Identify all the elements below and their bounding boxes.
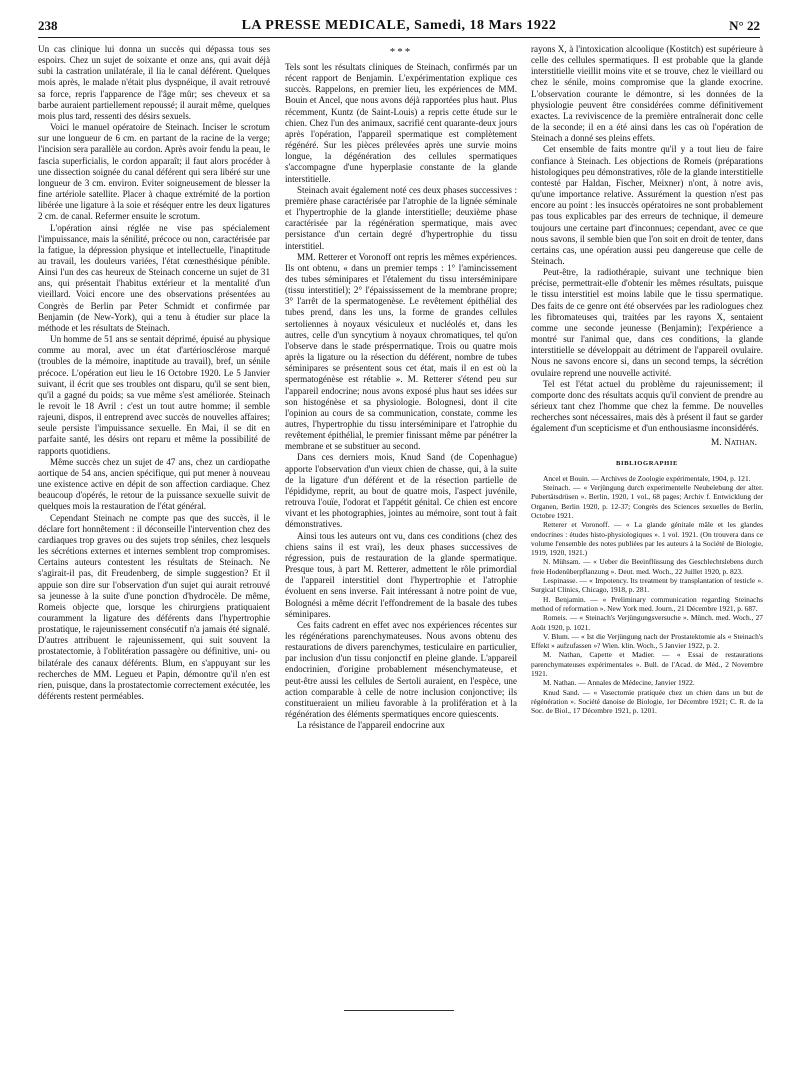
paragraph: Ces faits cadrent en effet avec nos expériences récentes sur les régénérations parenchymateuses. Nous avons obtenu des restaurations de divers parenchymes, testiculaire en particulier, par inclusion d'un tissu conjonctif en pleine glande. L'appareil endocrinien, d'origine probablement mésenchymateuse, et peut-être aussi les cellules de Sertoli auraient, en l'espèce, une action comparable à celle de notre inclusion conjonctive; ils constitueraient un milieu favorable à la prolifération et à la régénération des éléments spermatiques encore quiescents.: [285, 619, 517, 720]
bibliography-entry: Retterer et Voronoff. — « La glande génitale mâle et les glandes endocrines : études histo-physiologiques ». 1 vol. 1921. (On trouvera dans ce volume l'ensemble des notes publiées par les auteurs à la Société de Biologie, 1919, 1920, 1921.): [531, 520, 763, 558]
paragraph: Un cas clinique lui donna un succès qui dépassa tous ses espoirs. Chez un sujet de soixante et onze ans, qui avait déjà subi la castration unilatérale, il lia le canal déférent. Quelques mois après, le malade n'était plus dyspnéique, il avait retrouvé sa force, repris l'apparence de l'âge mûr; ses cheveux et sa barbe auraient partiellement repoussé; il aurait même, quelques mois plus tard, ressenti des désirs sexuels.: [38, 44, 270, 121]
column-3-body: [531, 44, 763, 434]
bibliography-entry: Romeis. — « Steinach's Verjüngungsversuche ». Münch. med. Woch., 27 Août 1920, p. 1021.: [531, 613, 763, 632]
paragraph: Voici le manuel opératoire de Steinach. Inciser le scrotum sur une longueur de 6 cm. en partant de la racine de la verge; l'incision sera parallèle au cordon. Après avoir fendu la peau, le fascia superficialis, le cordon apparaît; il faut alors procéder à une dissection soignée du canal déférent qui sera libéré sur une longueur de 3 cm. environ. Eviter soigneusement de blesser la fine artériole satellite. Placer à chaque extrémité de la portion libérée une ligature à la soie et réséquer entre les deux ligatures 2 cm. de canal. Refermer ensuite le scrotum.: [38, 122, 270, 222]
journal-title: LA PRESSE MEDICALE, Samedi, 18 Mars 1922: [241, 18, 557, 33]
issue-number: N° 22: [729, 18, 760, 33]
bibliography-entry: M. Nathan. — Annales de Médecine, Janvier 1922.: [543, 678, 695, 688]
column-3: [531, 44, 763, 716]
page-header: [38, 18, 760, 38]
bibliography-entry: Knud Sand. — « Vasectomie pratiquée chez un chien dans un but de régénération ». Société danoise de Biologie, 1er Décembre 1921; C. R. de la Soc. de Biol., 17 Décembre 1921, p. 1201.: [531, 687, 763, 716]
bibliography-heading: BIBLIOGRAPHIE: [615, 459, 679, 467]
bibliography-entry: V. Blum. — « Ist die Verjüngung nach der Prostatektomie als « Steinach's Effekt » aufzufassen »? Wien. klin. Woch., 5 Janvier 1922, p. 2.: [531, 631, 763, 651]
page-number: 238: [38, 18, 58, 33]
bibliography-list: [531, 474, 763, 716]
paragraph: Cependant Steinach ne compte pas que des succès, il le déclare fort honnêtement : il déconseille l'intervention chez des cardiaques trop graves ou des sujets trop séniles, chez lesquels les sécrétions externes et internes semblent trop compromises. Certains auteurs contestent les résultats de Steinach. Ne s'agirait-il pas, dit Freudenberg, de simple suggestion? Et il appuie son dire sur l'observation d'un sujet qui aurait retrouvé sa jeunesse à la suite d'une ponction d'hydrocèle. De même, Romeis objecte que, lorsque les chirurgiens pratiquaient couramment la ligature des déférents dans l'hypertrophie prostatique, le rajeunissement consécutif n'a jamais été signalé. D'autres attribuent le rajeunissement, qui suit souvent la prostatectomie, à l'oblitération passagère ou définitive, uni- ou bilatérale des canaux déférents. Blum, en s'appuyant sur les recherches de MM. Legueu et Papin, démontre qu'il n'en est rien, puisque, dans la prostatectomie correctement exécutée, les déférents restent perméables.: [38, 512, 270, 702]
paragraph: Cet ensemble de faits montre qu'il y a tout lieu de faire confiance à Steinach. Les objections de Romeis (préparations histologiques peu démonstratives, rôle de la glande interstitielle contesté par Haldan, Fischer, Meixner) n'ont, à notre avis, qu'une importance relative. Assurément la question n'est pas encore au point : les insuccès opératoires ne sont probablement pas tous explicables par des erreurs de technique, il demeure toujours une certaine part d'inconnues; cependant, avec ce que nous savons, il semble bien que l'on soit en droit de tenter, dans certains cas, une opération aussi peu dangereuse que celle de Steinach.: [531, 144, 763, 266]
bibliography-entry: N. Mühsam. — « Ueber die Beeinflüssung des Geschlechtslebens durch freie Hodenüberpflanzung ». Deut. med. Woch., 22 Juillet 1920, p. 823.: [531, 557, 763, 576]
header-rule: [38, 37, 760, 38]
bibliography-entry: Steinach. — « Verjüngung durch experimentelle Neubelebung der alter. Pubertätsdrüsen ». Berlin, 1920, 1 vol., 68 pages; Archiv f. Entwicklung der Organen, Berlin 1920, p. 12-37; Congrès des Sciences sexuelles de Berlin, Octobre 1921.: [531, 483, 763, 520]
end-rule: [344, 1010, 454, 1011]
paragraph: La résistance de l'appareil endocrine aux: [297, 720, 445, 731]
paragraph: Tel est l'état actuel du problème du rajeunissement; il comporte donc des résultats acquis qu'il convient de prendre au sérieux tant chez l'homme que chez la femme. De nouvelles recherches sont nécessaires, mais dès à présent il faut se garder également d'un scepticisme et d'un enthousiasme inconsidérés.: [531, 378, 763, 434]
column-2-body: [285, 62, 517, 731]
paragraph: L'opération ainsi réglée ne vise pas spécialement l'impuissance, mais la sénilité, précoce ou non, caractérisée par la fatigue, la dépression physique et intellectuelle, l'inaptitude au travail, les douleurs variées, l'état cœnesthésique pénible. Ainsi l'un des cas heureux de Steinach concerne un sujet de 31 ans, qui présentait l'habitus extérieur et la mentalité d'un vieillard. Voici encore une des observations présentées au Congrès de Berlin par Peter Schmidt et confirmée par Benjamin (de New-York), qui a tenu à étudier sur place la méthode et les résultats de Steinach.: [38, 222, 270, 333]
section-separator: ***: [389, 46, 413, 58]
bibliography-entry: H. Benjamin. — « Preliminary communication regarding Steinachs method of reformation ». New York med. Journ., 21 Décembre 1921, p. 687.: [531, 594, 763, 613]
paragraph: Même succès chez un sujet de 47 ans, chez un cardiopathe aortique de 54 ans, ancien spécifique, qui put mener à nouveau une existence active en dépit de son affection cardiaque. Chez beaucoup d'opérés, le retour de la puissance sexuelle suivit de quelques mois la restauration de l'état général.: [38, 456, 270, 512]
bibliography-entry: Ancel et Bouin. — Archives de Zoologie expérimentale, 1904, p. 121.: [543, 473, 751, 483]
paragraph: Dans ces derniers mois, Knud Sand (de Copenhague) apporte l'observation d'un vieux chien de chasse, qui, à la suite de la ligature d'un déférent et de la résection partielle de l'épididyme, reprit, au bout de quatre mois, l'aspect juvénile, retrouva l'ouïe, l'odorat et l'appétit génital. Ce chien est encore vivant et les photographies, jointes au mémoire, sont tout à fait démonstratives.: [285, 452, 517, 530]
author-signature: M. Nathan.: [710, 438, 757, 449]
paragraph: Ainsi tous les auteurs ont vu, dans ces conditions (chez des chiens sains il est vrai), les deux phases successives de régression, puis de restauration de la glande spermatique. Presque tous, à part M. Retterer, admettent le rôle primordial de l'appareil interstitiel dont l'hypertrophie et l'atrophie évoluent en sens inverse. Fait intéressant à notre point de vue, Bolognési a même décrit l'effondrement de la basale des tubes séminipares.: [285, 530, 517, 619]
paragraph: Steinach avait également noté ces deux phases successives : première phase caractérisée par l'atrophie de la lignée séminale et l'hypertrophie de la glande interstitielle; deuxième phase caractérisée par la régénération spermatique, mais avec persistance d'un certain degré d'hypertrophie du tissu interstitiel.: [285, 184, 517, 251]
paragraph: Tels sont les résultats cliniques de Steinach, confirmés par un récent rapport de Benjamin. L'expérimentation explique ces succès. Rappelons, en premier lieu, les expériences de MM. Bouin et Ancel, que nous avons déjà rapportées plus haut. Plus récemment, Kuntz (de Saint-Louis) a repris cette étude sur le chien. Chez l'un des animaux, sacrifié cent quarante-deux jours après l'opération, l'appareil spermatique est complètement régénéré. Sur les pièces prélevées après une survie moins longue, la dégénération des cellules spermatiques s'accompagne d'une hyperplasie constante de la glande interstitielle.: [285, 62, 517, 184]
column-1: [38, 44, 270, 702]
paragraph: Un homme de 51 ans se sentait déprimé, épuisé au physique comme au moral, avec un état d'artériosclérose marqué (troubles de la mémoire, inaptitude au travail), bref, un sénile précoce. L'opération eut lieu le 16 Octobre 1920. Le 5 Janvier suivant, il écrit que ses troubles ont disparu, qu'il se sent bien, qu'il a gagné du poids; sa vue même s'est améliorée. Steinach le revoit le 18 Avril : c'est un tout autre homme; il semble rajeuni, dispos, il entreprend avec succès de nouvelles affaires; seule persiste l'impuissance sexuelle. En Mai, il se dit en parfaite santé, les désirs ont reparu et même la possibilité de rapports quotidiens.: [38, 334, 270, 456]
bibliography-entry: Lespinasse. — « Impotency. Its treatment by transplantation of testicle ». Surgical Clinics, Chicago, 1918, p. 281.: [531, 576, 763, 595]
column-2: [285, 44, 517, 731]
paragraph: rayons X, à l'intoxication alcoolique (Kostitch) est supérieure à celle des cellules spermatiques. Il est probable que la glande interstitielle vieillit moins vite et se trouve, chez le vieillard ou chez le sénile, moins compromise que la glande exocrine. L'observation courante le démontre, si les données de la physiologie peuvent être considérées comme définitivement exactes. La reviviscence de la première entraînerait donc celle de la seconde; il en a été ainsi dans les cas où l'opération de Steinach a donné ses pleins effets.: [531, 44, 763, 144]
bibliography-entry: M. Nathan, Capette et Madier. — « Essai de restaurations parenchymateuses expérimentales ». Bull. de l'Acad. de Méd., 2 Novembre 1921.: [531, 650, 763, 679]
paragraph: MM. Retterer et Voronoff ont repris les mêmes expériences. Ils ont obtenu, « dans un premier temps : 1° l'amincissement des tubes séminipares et l'étalement du tissu interséminipare (tissu interstitiel); 2° l'épaississement de la membrane propre; 3° l'arrêt de la spermatogenèse. Le revêtement épithélial des tubes prend, dans les uns, la forme de grandes cellules sertoliennes à noyaux vésiculeux et nucléolés et, dans les autres, celle d'un syncytium à noyaux chromatiques, tel qu'on l'observe dans le stade présperrnatique. Trois ou quatre mois après la ligature ou la résection du déférent, nombre de tubes séminipares se présentent sous cet état, mais il en est où la spermatogénèse est rétablie ». M. Retterer s'étend peu sur l'appareil endocrine; nous avons exposé plus haut ses idées sur son histogénèse et sa physiologie. Bolognesi, dont il cite l'opinion au cours de sa communication, constate, comme les autres, l'hypertrophie du tissu interséminipare et l'atrophie du revêtement épithélial, le premier finissant même par pénétrer la membrane et se substituer au second.: [285, 251, 517, 452]
paragraph: Peut-être, la radiothérapie, suivant une technique bien précise, permettrait-elle d'obtenir les mêmes résultats, puisque le tissu interstitiel est moins labile que le tissu spermatique. Des faits de ce genre ont été observées par les radiologues chez les fibromateuses qui, traitées par les rayons X, sentaient comme une seconde jeunesse (Benjamin); l'expérience a montré sur l'animal que, dans ces conditions, la glande interstitielle se développait au détriment de l'appareil ovulaire. Nous ne savons encore si, dans un second temps, la sécrétion ovulaire reprend une nouvelle activité.: [531, 267, 763, 378]
